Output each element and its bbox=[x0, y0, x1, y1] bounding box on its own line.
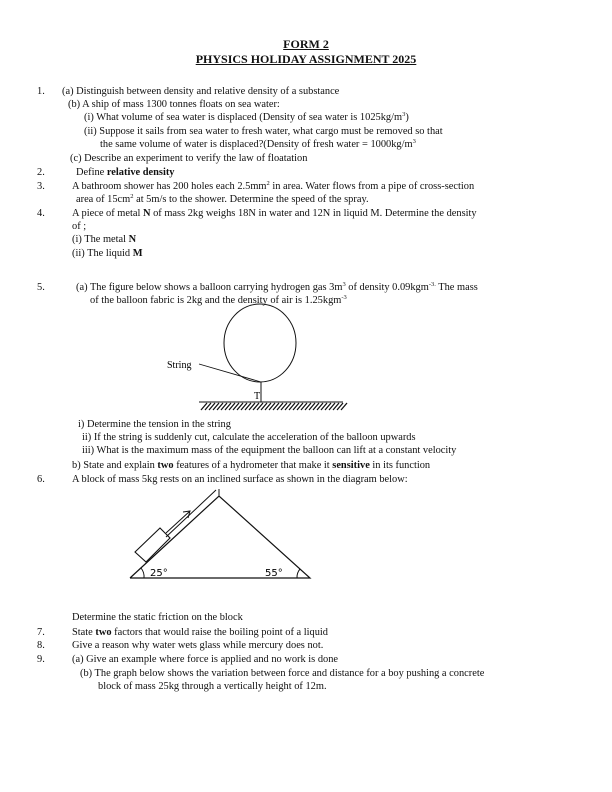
text-segment: (a) The figure below shows a balloon carrying hydrogen gas 3m bbox=[76, 282, 343, 293]
rail-line bbox=[166, 490, 216, 537]
bold-text: N bbox=[128, 234, 137, 245]
text-segment: Determine the static friction on the block bbox=[72, 612, 243, 623]
text-segment: (b) A ship of mass 1300 tonnes floats on sea water: bbox=[68, 99, 280, 110]
text-segment: of ; bbox=[72, 221, 87, 232]
ground-hatching bbox=[201, 403, 347, 410]
superscript: 2 bbox=[266, 180, 270, 187]
text-segment: features of a hydrometer that make it bbox=[173, 460, 333, 471]
text-segment: (ii) The liquid bbox=[72, 248, 133, 259]
text-segment: State bbox=[72, 627, 96, 638]
text-segment: ii) If the string is suddenly cut, calculate the acceleration of the balloon upwards bbox=[82, 432, 416, 443]
bold-text: M bbox=[132, 248, 143, 259]
incline-diagram bbox=[130, 489, 310, 579]
force-arrow bbox=[166, 511, 190, 533]
question-number: 1. bbox=[37, 86, 45, 97]
text-segment: (i) What volume of sea water is displaced (Density of sea water is 1025kg/m bbox=[84, 112, 403, 123]
text-segment: factors that would raise the boiling point of a liquid bbox=[111, 627, 328, 638]
bold-text: relative density bbox=[106, 167, 175, 178]
text-segment: b) State and explain bbox=[72, 460, 158, 471]
text-segment: i) Determine the tension in the string bbox=[78, 419, 231, 430]
assignment-title: PHYSICS HOLIDAY ASSIGNMENT 2025 bbox=[195, 52, 417, 66]
text-segment: (b) The graph below shows the variation between force and distance for a boy pushing a concrete bbox=[80, 668, 485, 679]
text-segment: in area. Water flows from a pipe of cross-section bbox=[269, 181, 475, 192]
text-segment: (a) Give an example where force is applied and no work is done bbox=[72, 654, 339, 665]
superscript: -3 bbox=[341, 294, 347, 301]
text-segment: of mass 2kg weighs 18N in water and 12N in liquid M. Determine the density bbox=[150, 208, 477, 219]
text-segment: the same volume of water is displaced?(Density of fresh water = 1000kg/m bbox=[100, 139, 413, 150]
balloon-diagram bbox=[167, 304, 347, 410]
question-number: 3. bbox=[37, 181, 45, 192]
text-segment: (ii) Suppose it sails from sea water to fresh water, what cargo must be removed so that bbox=[84, 126, 443, 137]
left-angle-arc bbox=[141, 568, 144, 578]
text-segment: iii) What is the maximum mass of the equipment the balloon can lift at a constant velocity bbox=[82, 445, 457, 456]
tension-label: T bbox=[254, 391, 261, 402]
question-number: 5. bbox=[37, 282, 45, 293]
text-segment: A block of mass 5kg rests on an inclined surface as shown in the diagram below: bbox=[72, 474, 408, 485]
text-segment: of the balloon fabric is 2kg and the density of air is 1.25kgm bbox=[90, 295, 342, 306]
superscript: 3 bbox=[402, 111, 406, 118]
text-segment: of density 0.09kgm bbox=[345, 282, 429, 293]
text-segment: Define bbox=[76, 167, 107, 178]
question-number: 8. bbox=[37, 640, 45, 651]
text-segment: in its function bbox=[369, 460, 431, 471]
question-number: 9. bbox=[37, 654, 45, 665]
text-segment: (a) Distinguish between density and relative density of a substance bbox=[62, 86, 340, 97]
text-segment: A piece of metal bbox=[72, 208, 143, 219]
superscript: 3 bbox=[342, 281, 346, 288]
question-number: 6. bbox=[37, 474, 45, 485]
incline-triangle bbox=[130, 496, 310, 578]
text-segment: Give a reason why water wets glass while mercury does not. bbox=[72, 640, 324, 651]
text-segment: at 5m/s to the shower. Determine the speed of the spray. bbox=[133, 194, 369, 205]
bold-text: two bbox=[95, 627, 112, 638]
right-angle-arc bbox=[297, 569, 300, 578]
left-angle-label: 25° bbox=[150, 568, 168, 579]
balloon bbox=[224, 304, 296, 382]
text-segment: A bathroom shower has 200 holes each 2.5mm bbox=[72, 181, 267, 192]
text-segment: block of mass 25kg through a vertically height of 12m. bbox=[98, 681, 327, 692]
question-number: 2. bbox=[37, 167, 45, 178]
bold-text: two bbox=[157, 460, 174, 471]
right-angle-label: 55° bbox=[265, 568, 283, 579]
text-segment: The mass bbox=[435, 282, 478, 293]
text-segment: (i) The metal bbox=[72, 234, 129, 245]
form-heading: FORM 2 bbox=[283, 37, 329, 51]
text-segment: ) bbox=[405, 112, 409, 123]
string-line bbox=[199, 364, 261, 382]
string-label: String bbox=[167, 360, 192, 371]
bold-text: sensitive bbox=[332, 460, 370, 471]
text-segment: (c) Describe an experiment to verify the law of floatation bbox=[70, 153, 308, 164]
question-number: 4. bbox=[37, 208, 45, 219]
text-segment: area of 15cm bbox=[76, 194, 131, 205]
superscript: 3 bbox=[412, 138, 416, 145]
superscript: -3. bbox=[428, 281, 436, 288]
bold-text: N bbox=[142, 208, 151, 219]
superscript: 2 bbox=[130, 193, 134, 200]
question-number: 7. bbox=[37, 627, 45, 638]
